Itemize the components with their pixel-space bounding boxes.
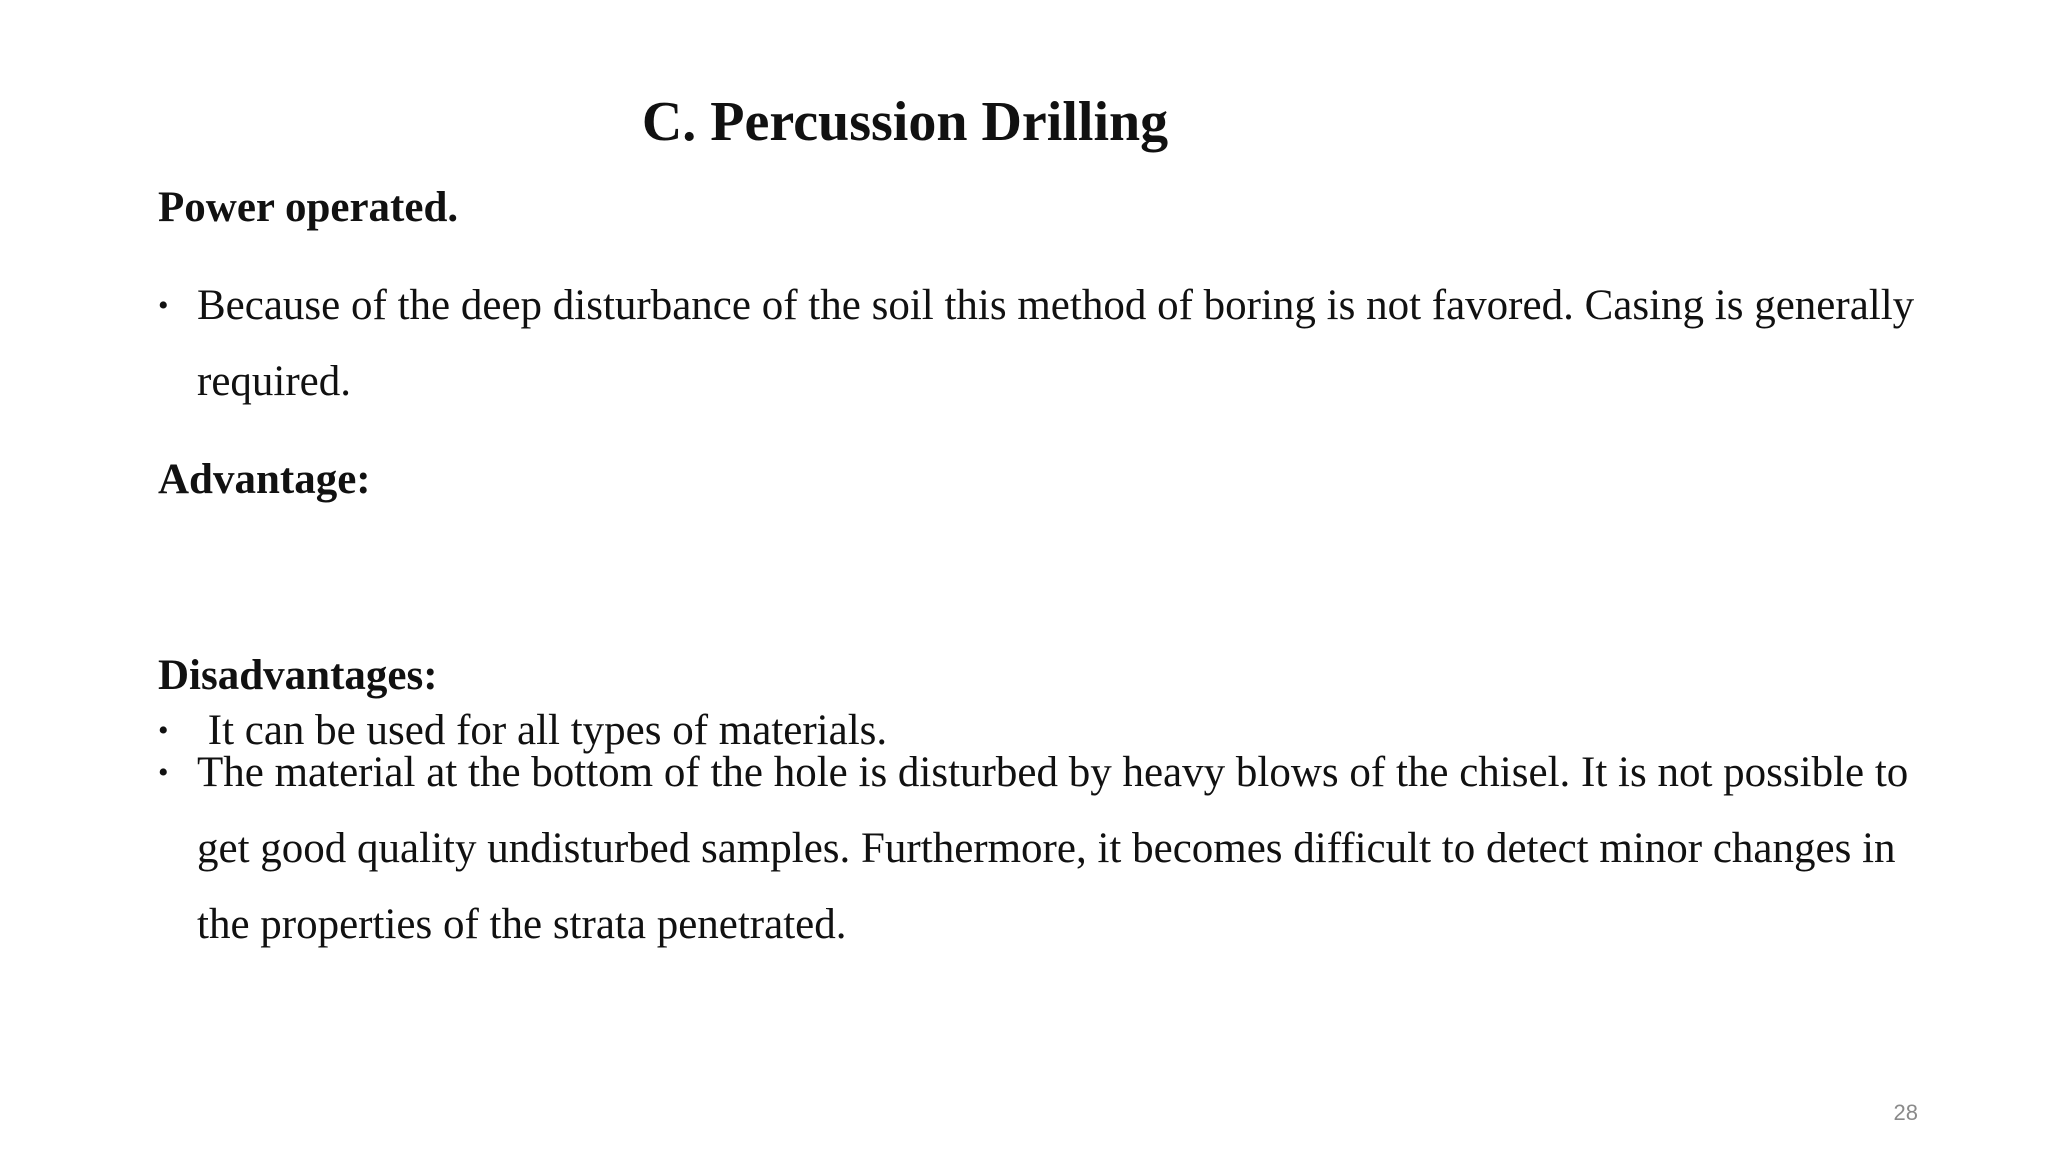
list-item	[158, 268, 1918, 420]
slide-title: C. Percussion Drilling	[641, 91, 1169, 153]
bullet-icon: •	[158, 756, 169, 789]
bullet-list-disadvantages	[158, 735, 1918, 963]
section-heading-power-operated: Power operated.	[158, 184, 459, 231]
bullet-icon: •	[158, 714, 169, 747]
bullet-icon: •	[158, 289, 169, 322]
bullet-list-power-operated	[158, 268, 1918, 420]
page-number: 28	[1893, 1100, 1918, 1125]
section-heading-advantage: Advantage:	[158, 456, 371, 503]
section-heading-disadvantages: Disadvantages:	[158, 652, 438, 699]
bullet-text: It can be used for all types of materials.	[197, 707, 888, 754]
bullet-text: The material at the bottom of the hole is disturbed by heavy blows of the chisel. It is not possible to get good quality undisturbed samples. Furthermore, it becomes difficult to detect minor changes in the properties of the strata penetrated.	[197, 749, 1909, 948]
list-item	[158, 735, 1918, 963]
bullet-text: Because of the deep disturbance of the soil this method of boring is not favored. Casing is generally required.	[197, 282, 1915, 405]
